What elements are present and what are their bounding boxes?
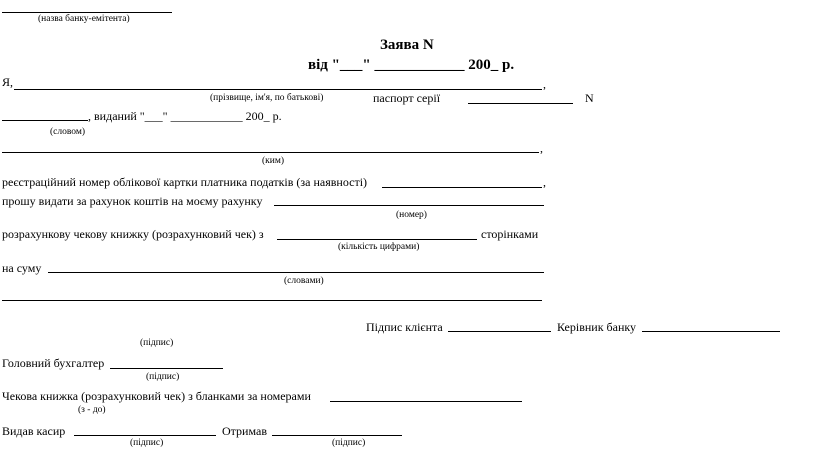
amount-field[interactable] — [48, 272, 544, 273]
slovom-caption: (словом) — [50, 127, 86, 137]
name-field[interactable] — [14, 89, 542, 90]
label-passport: паспорт серії — [373, 91, 441, 105]
chief-accountant-field[interactable] — [110, 368, 223, 369]
label-reg-number: реєстраційний номер облікової картки платника податків (за наявності) — [2, 175, 368, 189]
pib-caption: (прізвище, ім'я, по батькові) — [210, 93, 324, 103]
label-n: N — [585, 91, 594, 105]
label-head-of-bank: Керівник банку — [557, 320, 637, 334]
pidpys-caption-3: (підпис) — [130, 438, 164, 448]
form-title: Заява N — [380, 37, 434, 53]
account-field[interactable] — [274, 205, 544, 206]
label-na-sumu: на суму — [2, 261, 42, 275]
pidpys-caption-2: (підпис) — [146, 372, 180, 382]
amount-words-field[interactable] — [2, 300, 542, 301]
reg-number-field[interactable] — [382, 187, 542, 188]
name-comma: , — [543, 77, 546, 91]
slovamy-caption: (словами) — [284, 276, 324, 286]
label-client-signature: Підпис клієнта — [366, 320, 443, 334]
label-chek-book: розрахункову чекову книжку (розрахунковий чек) з — [2, 227, 264, 241]
checkbook-numbers-field[interactable] — [330, 401, 522, 402]
label-chief-accountant: Головний бухгалтер — [2, 356, 105, 370]
reg-number-comma: , — [543, 175, 546, 189]
issued-by-field[interactable] — [2, 152, 539, 153]
pidpys-caption-4: (підпис) — [332, 438, 366, 448]
kilkist-caption: (кількість цифрами) — [338, 242, 420, 252]
form-date: від "___" ____________ 200_ р. — [308, 57, 515, 73]
label-ya: Я, — [2, 75, 14, 89]
received-signature-field[interactable] — [272, 435, 402, 436]
bank-caption: (назва банку-емітента) — [38, 14, 130, 24]
pages-count-field[interactable] — [277, 239, 477, 240]
client-signature-field[interactable] — [448, 331, 551, 332]
label-cashier: Видав касир — [2, 424, 66, 438]
z-do-caption: (з - до) — [78, 405, 106, 415]
label-received: Отримав — [222, 424, 267, 438]
bank-name-line — [2, 12, 172, 13]
cashier-signature-field[interactable] — [74, 435, 216, 436]
head-signature-field[interactable] — [642, 331, 780, 332]
label-checkbook-numbers: Чекова книжка (розрахунковий чек) з бланками за номерами — [2, 389, 311, 403]
nomer-caption: (номер) — [396, 210, 427, 220]
label-issued: , виданий "___" ____________ 200_ р. — [88, 109, 282, 123]
passport-series-field[interactable] — [468, 103, 573, 104]
pidpys-caption-1: (підпис) — [140, 338, 174, 348]
passport-number-field[interactable] — [2, 120, 88, 121]
issued-by-comma: , — [540, 141, 543, 155]
label-prosu: прошу видати за рахунок коштів на моєму рахунку — [2, 194, 263, 208]
kym-caption: (ким) — [262, 156, 285, 166]
label-storinkamy: сторінками — [481, 227, 539, 241]
